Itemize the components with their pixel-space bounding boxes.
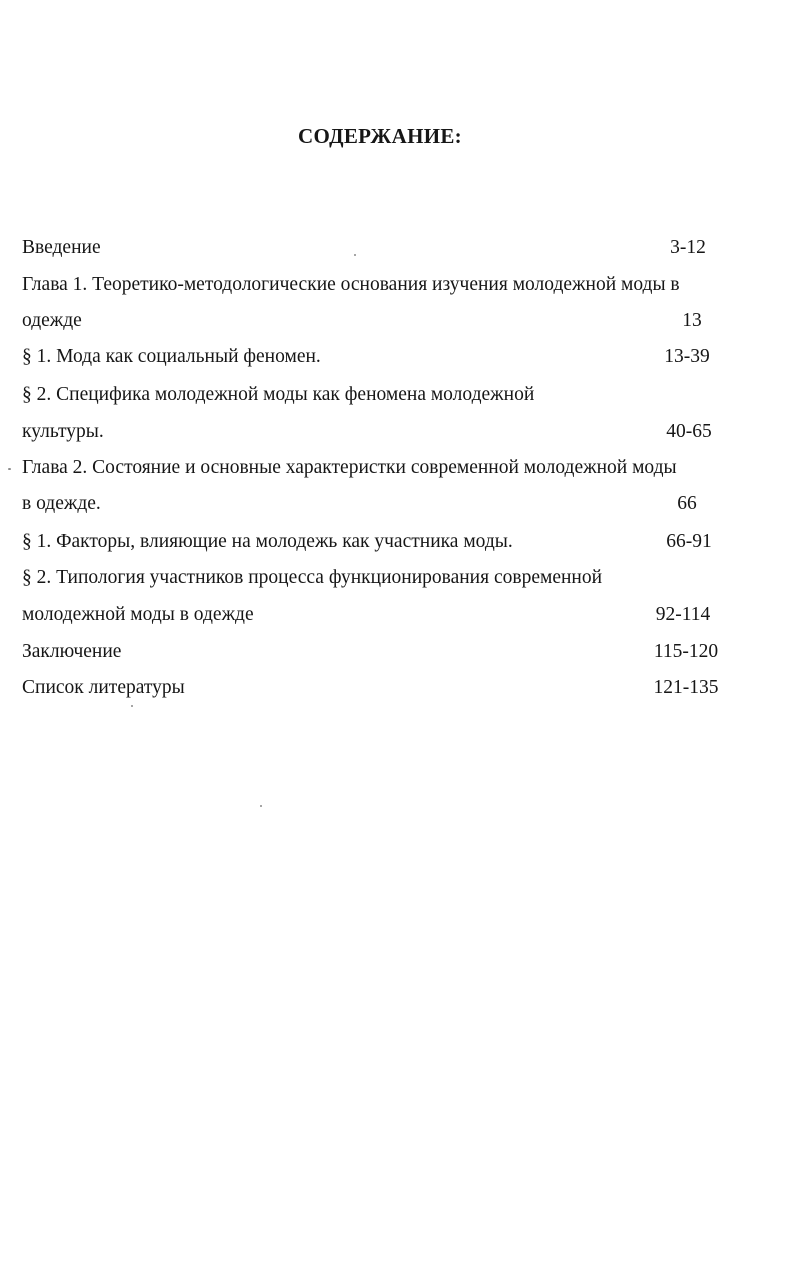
toc-entry-chapter2-label-line2: в одежде. — [22, 493, 101, 514]
toc-entry-bibliography-label: Список литературы — [22, 677, 185, 698]
toc-entry-ch1-section2-label-line2: культуры. — [22, 421, 104, 442]
toc-entry-ch1-section2-pages: 40-65 — [666, 421, 712, 442]
toc-entry-conclusion-pages: 115-120 — [653, 641, 719, 662]
toc-entry-chapter2-pages: 66 — [677, 493, 697, 514]
toc-entry-ch1-section1-label: § 1. Мода как социальный феномен. — [22, 346, 321, 367]
scan-speck — [8, 468, 11, 470]
scan-speck — [260, 805, 262, 807]
scan-speck — [131, 705, 133, 707]
toc-entry-ch1-section1-pages: 13-39 — [664, 346, 710, 367]
toc-entry-ch2-section1-label: § 1. Факторы, влияющие на молодежь как участника моды. — [22, 531, 513, 552]
toc-entry-bibliography-pages: 121-135 — [653, 677, 719, 698]
toc-entry-ch2-section2-pages: 92-114 — [655, 604, 711, 625]
toc-entry-conclusion-label: Заключение — [22, 641, 122, 662]
toc-entry-ch1-section2-label-line1: § 2. Специфика молодежной моды как феномена молодежной — [22, 384, 535, 405]
toc-entry-ch2-section2-label-line1: § 2. Типология участников процесса функционирования современной — [22, 567, 603, 588]
page-title: СОДЕРЖАНИЕ: — [298, 124, 462, 148]
scan-speck — [354, 254, 356, 256]
toc-entry-chapter2-label-line1: Глава 2. Состояние и основные характеристки современной молодежной моды — [22, 457, 677, 478]
toc-entry-chapter1-label-line2: одежде — [22, 310, 82, 331]
toc-entry-chapter1-label-line1: Глава 1. Теоретико-методологические основания изучения молодежной моды в — [22, 274, 680, 295]
toc-entry-introduction-pages: 3-12 — [670, 237, 706, 258]
toc-entry-chapter1-pages: 13 — [682, 310, 702, 331]
toc-entry-ch2-section1-pages: 66-91 — [666, 531, 712, 552]
toc-entry-introduction-label: Введение — [22, 237, 101, 258]
toc-entry-ch2-section2-label-line2: молодежной моды в одежде — [22, 604, 254, 625]
